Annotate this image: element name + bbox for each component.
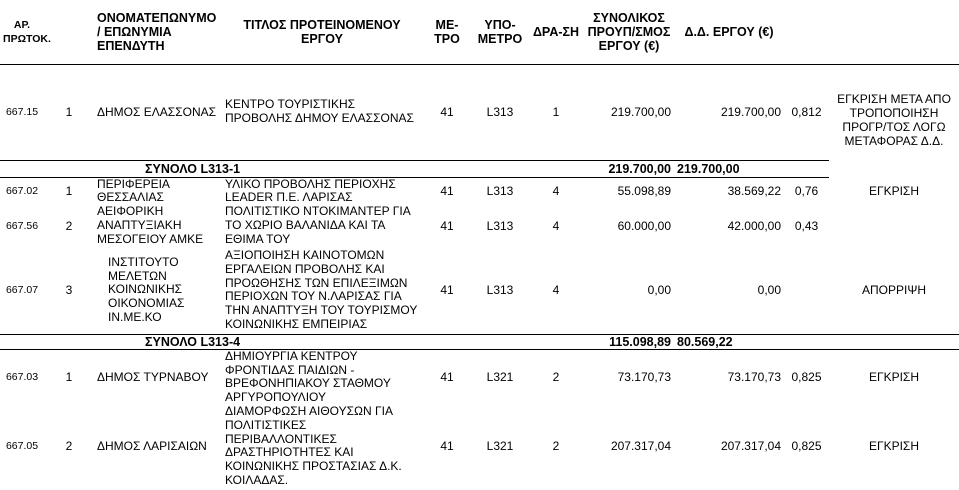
table-row — [0, 247, 959, 334]
cell-name: ΔΗΜΟΣ ΤΥΡΝΑΒΟΥ — [97, 370, 209, 385]
cell-ypometro: L321 — [486, 370, 514, 385]
cell-no: 3 — [65, 283, 73, 298]
cell-dd: 207.317,04 — [720, 439, 781, 454]
cell-metro: 41 — [440, 439, 454, 454]
cell-budget: 207.317,04 — [610, 439, 671, 454]
cell-dd: 219.700,00 — [720, 105, 781, 119]
cell-name: ΠΕΡΙΦΕΡΕΙΑ ΘΕΣΣΑΛΙΑΣ — [97, 176, 170, 205]
cell-score: 0,825 — [791, 370, 822, 385]
cell-ypometro: L313 — [486, 184, 514, 199]
header-blank — [44, 0, 94, 64]
cell-ap: 667.02 — [5, 185, 39, 198]
cell-no: 2 — [65, 439, 73, 454]
total-row — [0, 160, 959, 177]
cell-drasi: 4 — [552, 283, 560, 298]
table-row — [0, 205, 959, 247]
cell-ypometro: L313 — [486, 105, 514, 119]
cell-metro: 41 — [440, 370, 454, 385]
cell-metro: 41 — [440, 105, 454, 119]
cell-no: 1 — [65, 370, 73, 385]
cell-no: 1 — [65, 184, 73, 199]
cell-status: ΕΓΚΡΙΣΗ — [868, 439, 920, 454]
cell-no: 2 — [65, 219, 73, 234]
header-titlos: ΤΙΤΛΟΣ ΠΡΟΤΕΙΝΟΜΕΝΟΥ ΕΡΓΟΥ — [222, 0, 422, 64]
cell-title: ΚΕΝΤΡΟ ΤΟΥΡΙΣΤΙΚΗΣ ΠΡΟΒΟΛΗΣ ΔΗΜΟΥ ΕΛΑΣΣΟΝΑΣ — [225, 97, 414, 125]
cell-drasi: 4 — [552, 184, 560, 199]
cell-ypometro: L313 — [486, 219, 514, 234]
total-blank — [784, 160, 829, 177]
table-row — [0, 64, 959, 160]
header-row — [0, 0, 959, 64]
table-row — [0, 349, 959, 405]
cell-status: ΑΠΟΡΡΙΨΗ — [861, 283, 927, 298]
cell-dd: 73.170,73 — [727, 370, 781, 385]
cell-budget: 55.098,89 — [617, 184, 671, 199]
cell-dd: 38.569,22 — [727, 184, 781, 199]
cell-title: ΥΛΙΚΟ ΠΡΟΒΟΛΗΣ ΠΕΡΙΟΧΗΣ LEADER Π.Ε. ΛΑΡΙΣΑΣ — [225, 176, 396, 205]
header-ap: ΑΡ. ΠΡΩΤΟΚ. — [0, 0, 44, 64]
total-label: ΣΥΝΟΛΟ L313-1 — [0, 160, 584, 177]
cell-name: ΔΗΜΟΣ ΛΑΡΙΣΑΙΩΝ — [97, 439, 207, 454]
header-drasi: ΔΡΑ-ΣΗ — [528, 0, 584, 64]
header-blank2 — [784, 0, 829, 64]
table-row — [0, 405, 959, 488]
cell-budget: 73.170,73 — [617, 370, 671, 385]
cell-score: 0,825 — [791, 439, 822, 454]
total-budget: 219.700,00 — [584, 160, 674, 177]
cell-ypometro: L321 — [486, 439, 514, 454]
cell-budget: 60.000,00 — [617, 219, 671, 234]
cell-budget: 219.700,00 — [610, 105, 671, 119]
cell-title: ΑΞΙΟΠΟΙΗΣΗ ΚΑΙΝΟΤΟΜΩΝ ΕΡΓΑΛΕΙΩΝ ΠΡΟΒΟΛΗΣ ΚΑΙ ΠΡΟΩΘΗΣΗΣ ΤΩΝ ΕΠΙΛΕΞΙΜΩΝ ΠΕΡΙΟΧΩΝ ΤΟΥ Ν.ΛΑΡΙΣΑΣ ΓΙΑ ΤΗΝ ΑΝΑΠΤΥΞΗ ΤΟΥ ΤΟΥΡΙΣΜΟΥ ΚΟΙΝΩΝΙΚΗΣ ΕΜΠΕΙΡΙΑΣ — [225, 247, 418, 331]
cell-score: 0,43 — [794, 219, 819, 234]
cell-metro: 41 — [440, 283, 454, 298]
total-blank — [829, 334, 959, 349]
cell-status: ΕΓΚΡΙΣΗ — [868, 370, 920, 385]
cell-drasi: 2 — [552, 439, 560, 454]
cell-status: ΕΓΚΡΙΣΗ — [868, 184, 920, 199]
cell-drasi: 1 — [552, 105, 560, 119]
cell-ap: 667.03 — [5, 371, 39, 384]
total-blank — [784, 334, 829, 349]
cell-dd: 42.000,00 — [727, 219, 781, 234]
cell-score: 0,812 — [791, 105, 822, 119]
cell-drasi: 2 — [552, 370, 560, 385]
cell-title: ΔΗΜΙΟΥΡΓΙΑ ΚΕΝΤΡΟΥ ΦΡΟΝΤΙΔΑΣ ΠΑΙΔΙΩΝ - ΒΡΕΦΟΝΗΠΙΑΚΟΥ ΣΤΑΘΜΟΥ ΑΡΓΥΡΟΠΟΥΛΙΟΥ — [225, 348, 391, 405]
total-dd: 219.700,00 — [674, 160, 784, 177]
cell-ap: 667.07 — [5, 284, 39, 297]
cell-no: 1 — [65, 105, 73, 119]
cell-title: ΔΙΑΜΟΡΦΩΣΗ ΑΙΘΟΥΣΩΝ ΓΙΑ ΠΟΛΙΤΙΣΤΙΚΕΣ ΠΕΡΙΒΑΛΛΟΝΤΙΚΕΣ ΔΡΑΣΤΗΡΙΟΤΗΤΕΣ ΚΑΙ ΚΟΙΝΩΝΙΚΗΣ ΠΡΟΣΤΑΣΙΑΣ Δ.Κ. ΚΟΙΛΑΔΑΣ. — [225, 404, 402, 488]
total-budget: 115.098,89 — [584, 334, 674, 349]
header-metro: ΜΕ-ΤΡΟ — [422, 0, 472, 64]
header-synoliko: ΣΥΝΟΛΙΚΟΣ ΠΡΟΥΠ/ΣΜΟΣ ΕΡΓΟΥ (€) — [584, 0, 674, 64]
header-dd: Δ.Δ. ΕΡΓΟΥ (€) — [674, 0, 784, 64]
cell-title: ΠΟΛΙΤΙΣΤΙΚΟ ΝΤΟΚΙΜΑΝΤΕΡ ΓΙΑ ΤΟ ΧΩΡΙΟ ΒΑΛΑΝΙΔΑ ΚΑΙ ΤΑ ΕΘΙΜΑ ΤΟΥ — [225, 204, 411, 246]
table-row — [0, 177, 959, 205]
header-blank3 — [829, 0, 959, 64]
cell-name: ΙΝΣΤΙΤΟΥΤΟ ΜΕΛΕΤΩΝ ΚΟΙΝΩΝΙΚΗΣ ΟΙΚΟΝΟΜΙΑΣ ΙΝ.ΜΕ.ΚΟ — [108, 254, 185, 325]
cell-score — [784, 247, 829, 334]
cell-dd: 0,00 — [757, 283, 781, 298]
cell-ypometro: L313 — [486, 283, 514, 298]
cell-metro: 41 — [440, 184, 454, 199]
cell-score: 0,76 — [794, 184, 819, 199]
total-label: ΣΥΝΟΛΟ L313-4 — [0, 334, 584, 349]
cell-ap: 667.15 — [5, 106, 39, 118]
cell-status: ΕΓΚΡΙΣΗ ΜΕΤΑ ΑΠΟ ΤΡΟΠΟΠΟΙΗΣΗ ΠΡΟΓΡ/ΤΟΣ ΛΟΓΩ ΜΕΤΑΦΟΡΑΣ Δ.Δ. — [837, 92, 951, 148]
header-onoma: ΟΝΟΜΑΤΕΠΩΝΥΜΟ / ΕΠΩΝΥΜΙΑ ΕΠΕΝΔΥΤΗ — [94, 0, 222, 64]
cell-ap: 667.56 — [5, 220, 39, 233]
header-ypometro: ΥΠΟ-ΜΕΤΡΟ — [472, 0, 528, 64]
cell-drasi: 4 — [552, 219, 560, 234]
cell-status — [829, 205, 959, 247]
total-dd: 80.569,22 — [674, 334, 784, 349]
cell-name: ΔΗΜΟΣ ΕΛΑΣΣΟΝΑΣ — [97, 105, 217, 119]
total-row — [0, 334, 959, 349]
cell-ap: 667.05 — [5, 440, 39, 453]
cell-metro: 41 — [440, 219, 454, 234]
cell-budget: 0,00 — [647, 283, 671, 298]
cell-name: ΑΕΙΦΟΡΙΚΗ ΑΝΑΠΤΥΞΙΑΚΗ ΜΕΣΟΓΕΙΟΥ ΑΜΚΕ — [97, 204, 204, 246]
